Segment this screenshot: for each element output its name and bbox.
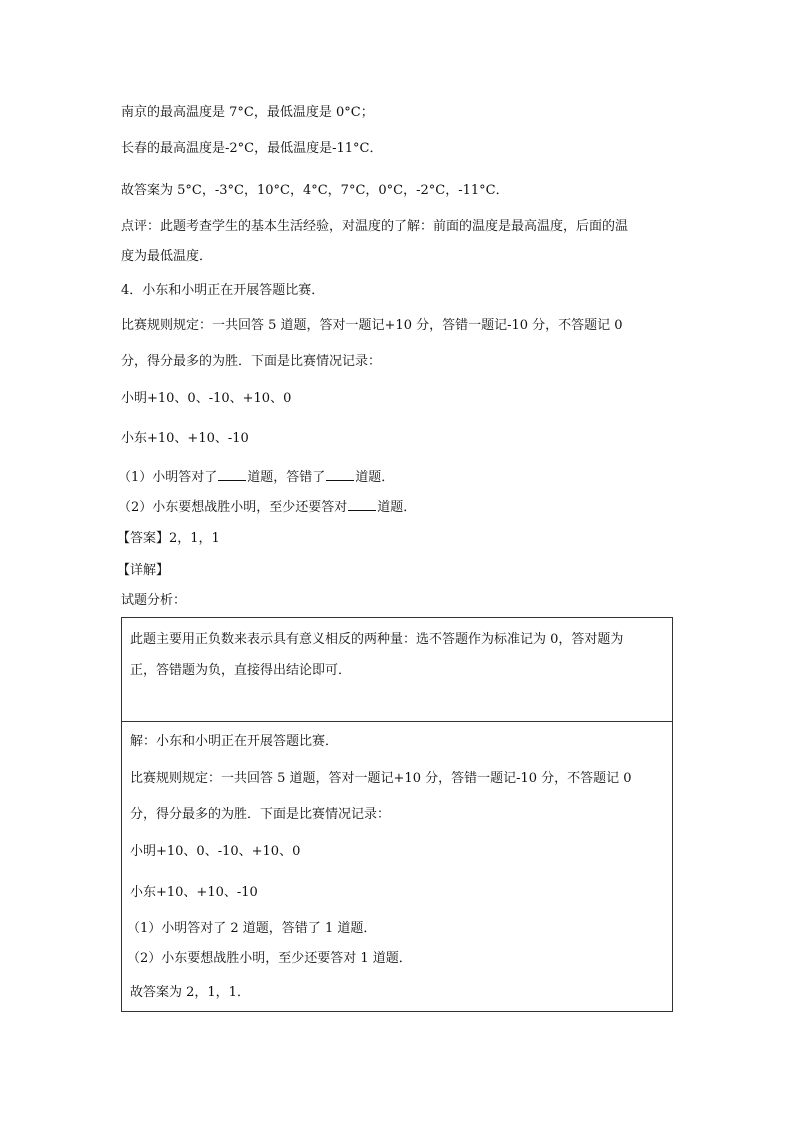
q2-part-a: （2）小东要想战胜小明，至少还要答对 bbox=[118, 500, 348, 515]
solution-line: 分，得分最多的为胜．下面是比赛情况记录： bbox=[130, 807, 391, 822]
solution-line: （1）小明答对了 2 道题，答错了 1 道题． bbox=[127, 921, 377, 936]
question-4-title: 4．小东和小明正在开展答题比赛． bbox=[121, 283, 325, 298]
answer-blank bbox=[218, 467, 246, 481]
q1-part-b: 道题，答错了 bbox=[247, 470, 326, 485]
answer-blank bbox=[348, 497, 376, 511]
answer-blank bbox=[326, 467, 354, 481]
analysis-text-1: 此题主要用正负数来表示具有意义相反的两种量：选不答题作为标准记为 0，答对题为 bbox=[130, 632, 624, 647]
q2-part-b: 道题． bbox=[377, 500, 417, 515]
solution-line: 故答案为 2，1，1． bbox=[130, 985, 250, 1000]
xiaodong-record: 小东+10、+10、-10 bbox=[121, 431, 249, 446]
solution-line: （2）小东要想战胜小明，至少还要答对 1 道题． bbox=[127, 951, 412, 966]
xiaoming-record: 小明+10、0、-10、+10、0 bbox=[121, 391, 292, 406]
answer-line: 【答案】2，1，1 bbox=[117, 531, 220, 546]
solution-line: 解：小东和小明正在开展答题比赛． bbox=[130, 734, 339, 749]
line-comment-2: 度为最低温度． bbox=[121, 249, 213, 264]
sub-question-2 bbox=[118, 497, 416, 517]
line-changchun: 长春的最高温度是-2°C，最低温度是-11°C． bbox=[121, 141, 383, 156]
q1-part-a: （1）小明答对了 bbox=[118, 470, 218, 485]
solution-box bbox=[121, 721, 673, 1012]
detail-heading: 【详解】 bbox=[117, 563, 170, 578]
solution-line: 小东+10、+10、-10 bbox=[130, 885, 258, 900]
rules-line-2: 分，得分最多的为胜．下面是比赛情况记录： bbox=[121, 354, 382, 369]
analysis-label: 试题分析： bbox=[121, 593, 187, 608]
analysis-box bbox=[121, 617, 673, 722]
line-nanjing: 南京的最高温度是 7°C，最低温度是 0°C； bbox=[121, 105, 374, 120]
q1-part-c: 道题． bbox=[355, 470, 395, 485]
solution-line: 比赛规则规定：一共回答 5 道题，答对一题记+10 分，答错一题记-10 分，不答题记 0 bbox=[130, 771, 632, 786]
analysis-text-2: 正，答错题为负，直接得出结论即可． bbox=[130, 663, 352, 678]
solution-line: 小明+10、0、-10、+10、0 bbox=[130, 844, 301, 859]
rules-line-1: 比赛规则规定：一共回答 5 道题，答对一题记+10 分，答错一题记-10 分，不答题记 0 bbox=[121, 318, 623, 333]
line-comment-1: 点评：此题考查学生的基本生活经验，对温度的了解：前面的温度是最高温度，后面的温 bbox=[121, 219, 629, 234]
line-answer-temps: 故答案为 5°C，-3°C，10°C，4°C，7°C，0°C，-2°C，-11°C． bbox=[121, 183, 509, 198]
sub-question-1 bbox=[118, 467, 394, 487]
